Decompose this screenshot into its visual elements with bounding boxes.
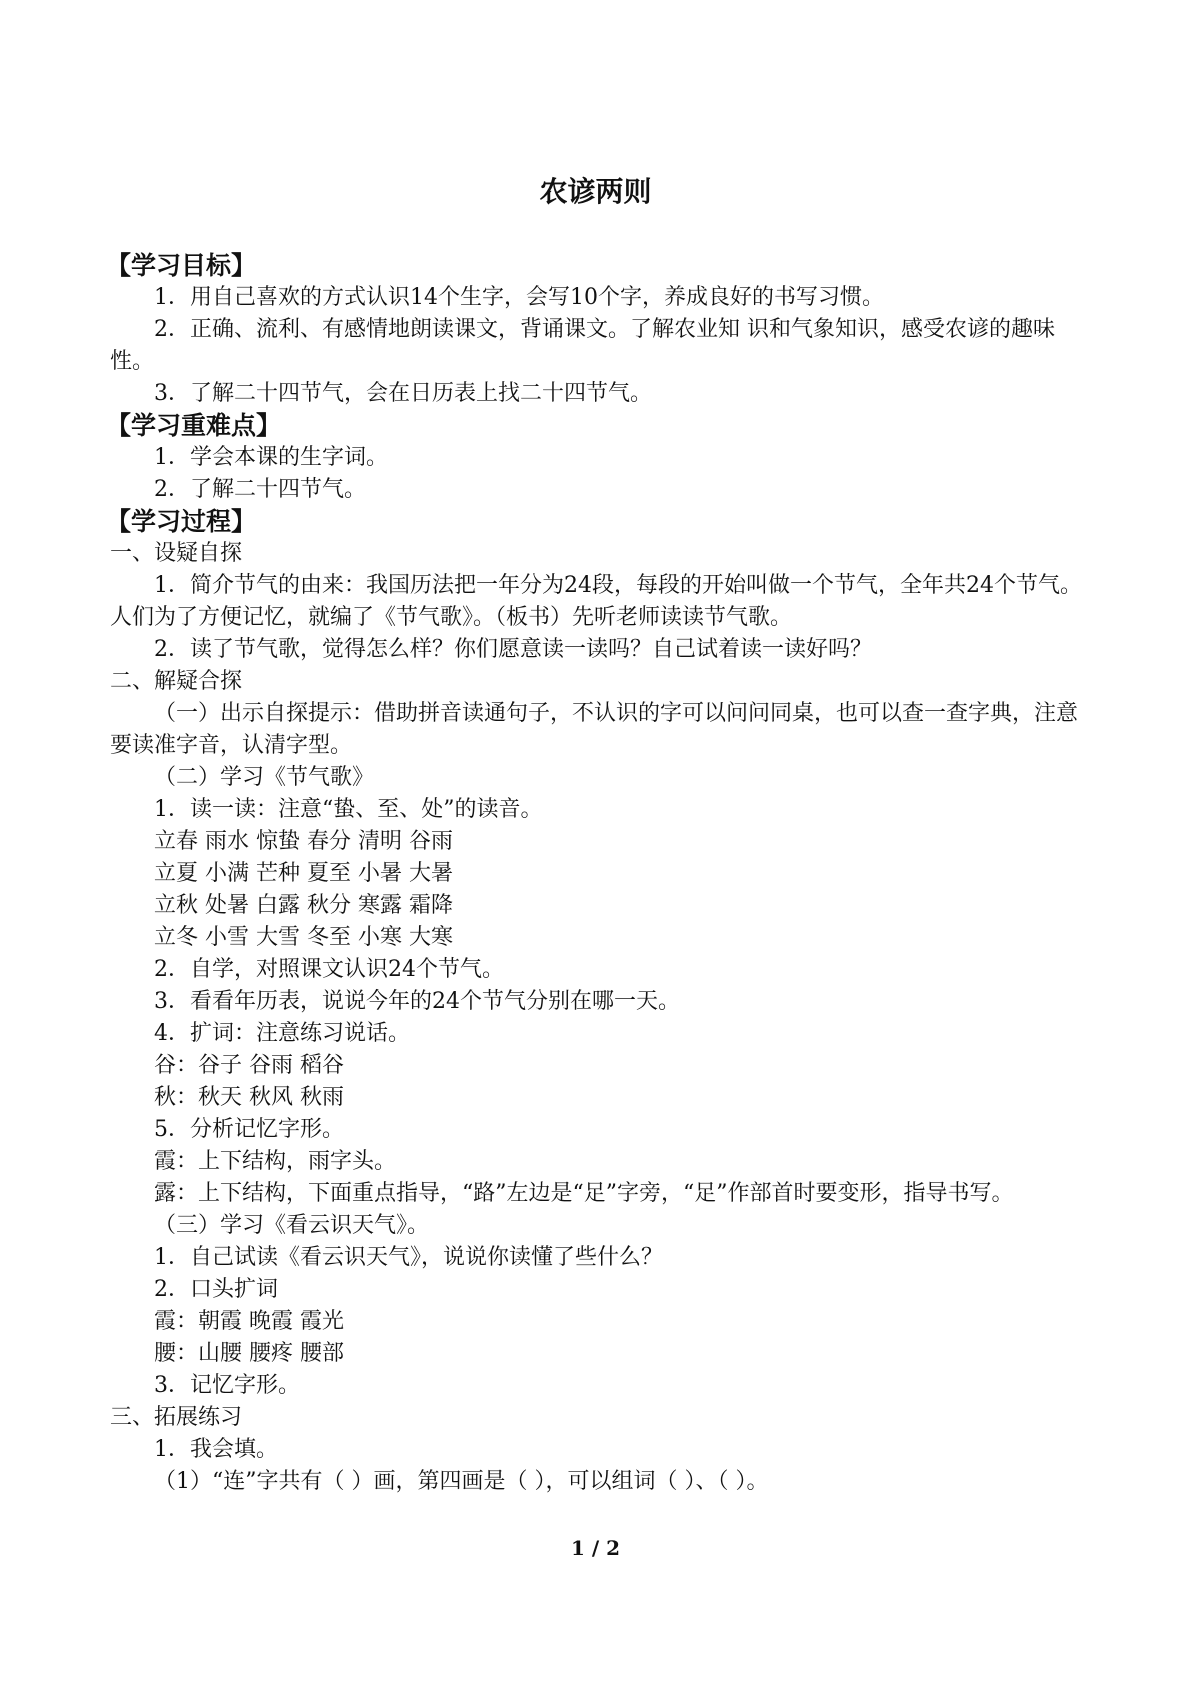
text-line: （二）学习《节气歌》 [154, 765, 375, 790]
text-line: 立春 雨水 惊蛰 春分 清明 谷雨 [154, 829, 453, 854]
text-line: 3．记忆字形。 [154, 1373, 300, 1398]
text-line: 霞：上下结构，雨字头。 [154, 1149, 397, 1174]
text-line: 1．我会填。 [154, 1437, 278, 1462]
text-line: 1．简介节气的由来：我国历法把一年分为24段，每段的开始叫做一个节气，全年共24个节气。人们为了方便记忆，就编了《节气歌》。（板书）先听老师读读节气歌。 [110, 573, 1082, 630]
text-line: 1．读一读：注意“蛰、至、处”的读音。 [154, 797, 543, 822]
text-line: 立秋 处暑 白露 秋分 寒露 霜降 [154, 893, 453, 918]
section-heading: 【学习目标】 [106, 251, 257, 280]
text-line: （1）“连”字共有（ ）画，第四画是（ ），可以组词（ ）、（ ）。 [154, 1469, 769, 1494]
section-heading: 【学习过程】 [106, 507, 257, 536]
section-heading: 【学习重难点】 [106, 411, 282, 440]
text-line: 谷：谷子 谷雨 稻谷 [154, 1053, 344, 1078]
text-line: （一）出示自探提示：借助拼音读通句子，不认识的字可以问问同桌，也可以查一查字典，注意要读准字音，认清字型。 [110, 701, 1079, 758]
text-line: 5．分析记忆字形。 [154, 1117, 344, 1142]
text-line: 2．自学，对照课文认识24个节气。 [154, 957, 504, 982]
text-line: 3．看看年历表，说说今年的24个节气分别在哪一天。 [154, 989, 680, 1014]
text-line: 立夏 小满 芒种 夏至 小暑 大暑 [154, 861, 453, 886]
page-title: 农谚两则 [539, 175, 652, 208]
text-line: 立冬 小雪 大雪 冬至 小寒 大寒 [154, 925, 453, 950]
text-line: 霞：朝霞 晚霞 霞光 [154, 1309, 344, 1334]
text-line: 秋：秋天 秋风 秋雨 [154, 1085, 344, 1110]
text-line: 1．用自己喜欢的方式认识14个生字，会写10个字，养成良好的书写习惯。 [154, 285, 884, 310]
text-line: 二、解疑合探 [110, 669, 243, 694]
text-line: 露：上下结构，下面重点指导，“路”左边是“足”字旁，“足”作部首时要变形，指导书写。 [154, 1181, 1014, 1206]
document-body [106, 250, 1090, 1498]
text-line: 1．学会本课的生字词。 [154, 445, 388, 470]
text-line: 一、设疑自探 [110, 541, 243, 566]
text-line: 3．了解二十四节气，会在日历表上找二十四节气。 [154, 381, 652, 406]
text-line: 1．自己试读《看云识天气》，说说你读懂了些什么？ [154, 1245, 663, 1270]
text-line: 4．扩词：注意练习说话。 [154, 1021, 410, 1046]
text-line: 三、拓展练习 [110, 1405, 243, 1430]
text-line: 腰：山腰 腰疼 腰部 [154, 1341, 344, 1366]
text-line: 2．口头扩词 [154, 1277, 278, 1302]
text-line: 2．了解二十四节气。 [154, 477, 366, 502]
text-line: 2．正确、流利、有感情地朗读课文，背诵课文。了解农业知 识和气象知识，感受农谚的趣味性。 [110, 317, 1055, 374]
text-line: 2．读了节气歌，觉得怎么样？你们愿意读一读吗？自己试着读一读好吗？ [154, 637, 872, 662]
text-line: （三）学习《看云识天气》。 [154, 1213, 430, 1238]
page-number: 1 / 2 [570, 1536, 621, 1560]
